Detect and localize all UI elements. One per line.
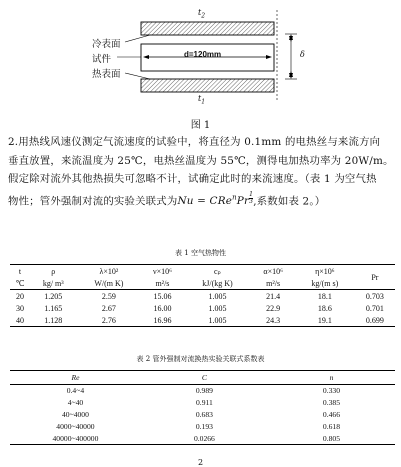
specimen-label: 试件 [92, 54, 112, 65]
air-properties-table [10, 264, 395, 327]
correlation-coefficients-table [10, 370, 395, 445]
table1-header: ν×10⁶ [152, 266, 172, 276]
problem-line-1: 2.用热线风速仪测定气流速度的试验中，将直径为 0.1mm 的电热丝与来流方向 [8, 136, 381, 148]
table1-header-symbols [10, 265, 395, 278]
t1-label: $t_1$ [198, 94, 206, 106]
table2-header: C [141, 371, 268, 385]
cold-surface-label: 冷表面 [92, 39, 121, 50]
problem-line-4: 物性；管外强制对流的实验关联式为Nu = CRe$^n$Pr $^{\frac{1}{3}}$ ,系数如表 2。） [8, 190, 326, 207]
table2-header: Re [10, 371, 141, 385]
t2-label: $t_2$ [198, 8, 206, 20]
table-row: 20 1.205 2.59 15.06 1.005 21.4 18.1 0.703 [16, 291, 384, 301]
table1-header: η×10⁶ [315, 266, 335, 276]
problem-line-2: 垂直放置，来流温度为 25℃，电热丝温度为 55℃，测得电加热功率为 20W/m。 [8, 154, 394, 167]
diameter-label: d=120mm [184, 50, 222, 59]
table1-header: α×10⁶ [263, 266, 283, 276]
table1-caption: 表 1 空气热物性 [175, 249, 226, 257]
table1-header: λ×10² [99, 266, 119, 276]
hot-surface-label: 热表面 [92, 69, 121, 80]
table-row: 40~4000 0.683 0.466 [62, 409, 341, 419]
table-row: 4~40 0.911 0.385 [67, 398, 341, 408]
table1-unit: kJ/(kg K) [184, 277, 252, 290]
table1-unit: ℃ [10, 277, 30, 290]
table1-header: Pr [355, 265, 395, 290]
figure-caption: 图 1 [190, 120, 211, 131]
table2-header-row [10, 371, 395, 385]
correlation-formula: Nu = CRe$^n$Pr $^{\frac{1}{3}}$ [177, 190, 254, 207]
table-row: 30 1.165 2.67 16.00 1.005 22.9 18.6 0.701 [16, 303, 384, 313]
problem-text [8, 133, 396, 210]
table-row: 40000~400000 0.0266 0.805 [52, 433, 341, 443]
table1-unit: m²/s [251, 277, 294, 290]
table1-header: t [18, 266, 22, 276]
page-number: 2 [198, 459, 204, 467]
table1-unit: W/(m K) [76, 277, 141, 290]
problem-line-3: 假定除对流外其他热损失可忽略不计，试确定此时的来流速度。（表 1 为空气热 [8, 173, 377, 185]
table2-header: n [268, 371, 395, 385]
table1-header: ρ [51, 266, 56, 276]
cold-plate [141, 22, 274, 35]
hot-plate [141, 79, 274, 92]
table-row: 40 1.128 2.76 16.96 1.005 24.3 19.1 0.699 [16, 315, 384, 325]
table1-header-units [10, 277, 395, 290]
delta-label: δ [300, 50, 305, 59]
table1-unit: m²/s [141, 277, 183, 290]
table-row: 0.4~4 0.989 0.330 [66, 386, 341, 396]
table1-unit: kg/ m³ [30, 277, 76, 290]
table1-unit: kg/(m s) [295, 277, 355, 290]
table1-header: cₚ [213, 266, 221, 276]
table-row: 4000~40000 0.193 0.618 [56, 421, 341, 431]
table2-caption: 表 2 管外强制对流换热实验关联式系数表 [136, 355, 265, 363]
